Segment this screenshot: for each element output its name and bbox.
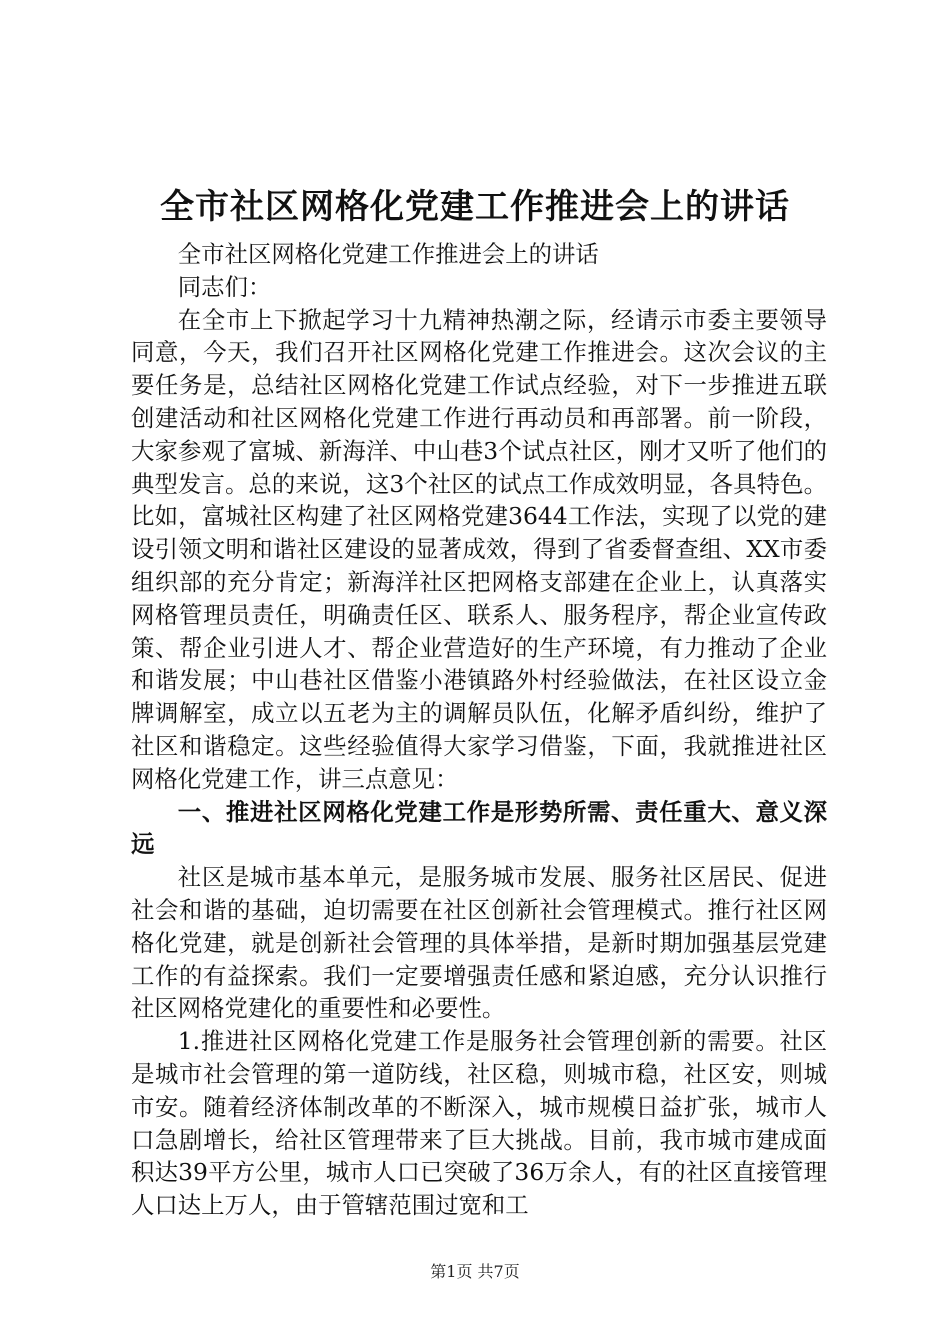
salutation-paragraph: 同志们：: [177, 272, 272, 301]
document-title: 全市社区网格化党建工作推进会上的讲话: [160, 187, 790, 227]
document-body: [131, 238, 827, 1222]
subtitle-paragraph: 全市社区网格化党建工作推进会上的讲话: [177, 240, 599, 268]
page-number-footer: 第1页 共7页: [430, 1262, 520, 1281]
section-paragraph: 1.推进社区网格化党建工作是服务社会管理创新的需要。社区是城市社会管理的第一道防线，社区稳，则城市稳，社区安，则城市安。随着经济体制改革的不断深入，城市规模日益扩张，城市人口急剧增长，给社区管理带来了巨大挑战。目前，我市城市建成面积达39平方公里，城市人口已突破了36万余人，有的社区直接管理人口达上万人，由于管辖范围过宽和工: [131, 1027, 827, 1220]
intro-paragraph: 在全市上下掀起学习十九精神热潮之际，经请示市委主要领导同意，今天，我们召开社区网格化党建工作推进会。这次会议的主要任务是，总结社区网格化党建工作试点经验，对下一步推进五联创建活动和社区网格化党建工作进行再动员和再部署。前一阶段，大家参观了富城、新海洋、中山巷3个试点社区，刚才又听了他们的典型发言。总的来说，这3个社区的试点工作成效明显，各具特色。比如，富城社区构建了社区网格党建3644工作法，实现了以党的建设引领文明和谐社区建设的显著成效，得到了省委督查组、XX市委组织部的充分肯定；新海洋社区把网格支部建在企业上，认真落实网格管理员责任，明确责任区、联系人、服务程序，帮企业宣传政策、帮企业引进人才、帮企业营造好的生产环境，有力推动了企业和谐发展；中山巷社区借鉴小港镇路外村经验做法，在社区设立金牌调解室，成立以五老为主的调解员队伍，化解矛盾纠纷，维护了社区和谐稳定。这些经验值得大家学习借鉴，下面，我就推进社区网格化党建工作，讲三点意见：: [131, 305, 827, 793]
section-paragraph: 社区是城市基本单元，是服务城市发展、服务社区居民、促进社会和谐的基础，迫切需要在社区创新社会管理模式。推行社区网格化党建，就是创新社会管理的具体举措，是新时期加强基层党建工作的有益探索。我们一定要增强责任感和紧迫感，充分认识推行社区网格党建化的重要性和必要性。: [131, 863, 827, 1023]
section-heading: 一、推进社区网格化党建工作是形势所需、责任重大、意义深远: [131, 797, 827, 859]
